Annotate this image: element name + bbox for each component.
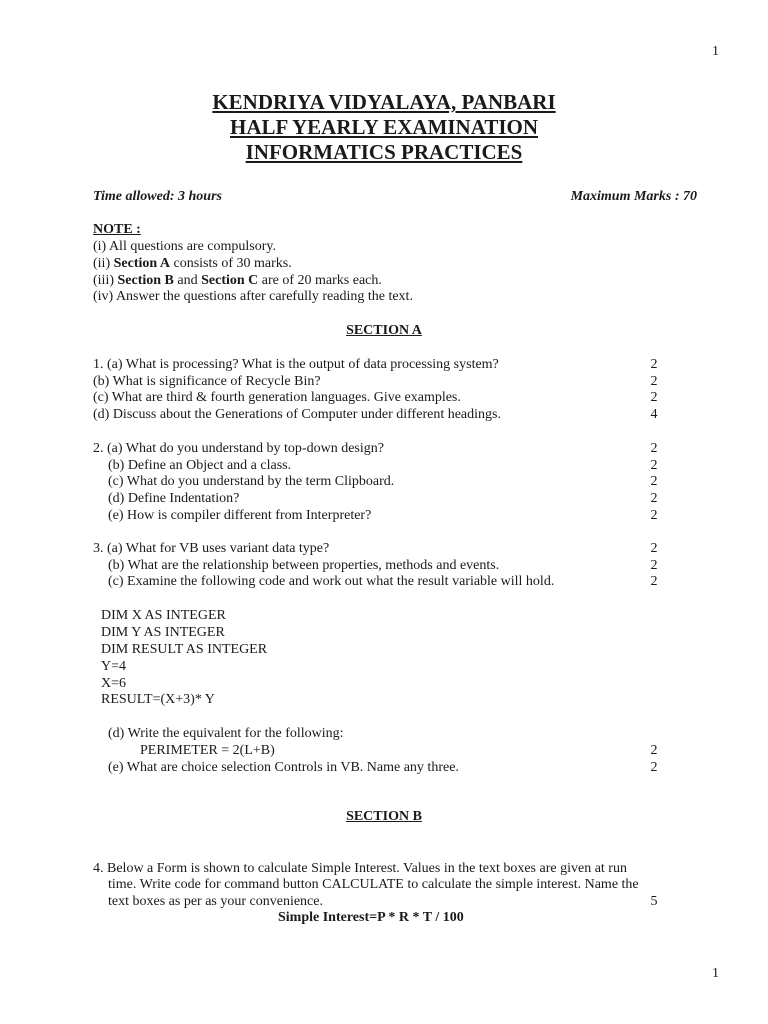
subject-name: INFORMATICS PRACTICES [245,140,523,164]
q2e: (e) How is compiler different from Interpreter? [108,508,372,523]
q1d: (d) Discuss about the Generations of Computer under different headings. [93,407,501,422]
section-a-heading: SECTION A [346,323,422,338]
code-line: DIM X AS INTEGER [101,608,226,623]
q3c: (c) Examine the following code and work out what the result variable will hold. [108,574,555,589]
q4-line-1: 4. Below a Form is shown to calculate Simple Interest. Values in the text boxes are given at run [93,861,627,876]
school-name: KENDRIYA VIDYALAYA, PANBARI [212,90,556,114]
q1b: (b) What is significance of Recycle Bin? [93,374,321,389]
code-line: Y=4 [101,659,127,674]
q3d: (d) Write the equivalent for the following: [108,726,344,741]
q1a-marks: 2 [650,357,658,372]
note-heading: NOTE : [93,222,141,237]
q3a-marks: 2 [650,541,658,556]
q3c-marks: 2 [650,574,658,589]
page-number-top: 1 [712,44,719,59]
section-b-heading: SECTION B [346,809,422,824]
page-number-bottom: 1 [712,966,719,981]
note-item-1: (i) All questions are compulsory. [93,239,277,254]
q2a: 2. (a) What do you understand by top-down design? [93,441,384,456]
q1c: (c) What are third & fourth generation languages. Give examples. [93,390,461,405]
q3d-expression: PERIMETER = 2(L+B) [140,743,275,758]
q1a: 1. (a) What is processing? What is the output of data processing system? [93,357,499,372]
q3b-marks: 2 [650,558,658,573]
q4-marks: 5 [650,894,658,909]
q1d-marks: 4 [650,407,658,422]
code-line: DIM Y AS INTEGER [101,625,225,640]
time-allowed: Time allowed: 3 hours [93,189,222,204]
exam-name: HALF YEARLY EXAMINATION [229,115,539,139]
code-line: RESULT=(X+3)* Y [101,692,215,707]
note-item-2: (ii) Section A consists of 30 marks. [93,256,292,271]
q1b-marks: 2 [650,374,658,389]
q2c-marks: 2 [650,474,658,489]
q3b: (b) What are the relationship between properties, methods and events. [108,558,500,573]
note-item-4: (iv) Answer the questions after carefully reading the text. [93,289,413,304]
q4-line-2: time. Write code for command button CALCULATE to calculate the simple interest. Name the [108,877,639,892]
q2b-marks: 2 [650,458,658,473]
q2e-marks: 2 [650,508,658,523]
maximum-marks: Maximum Marks : 70 [570,189,697,204]
q3e-marks: 2 [650,760,658,775]
q3d-marks: 2 [650,743,658,758]
q2c: (c) What do you understand by the term Clipboard. [108,474,395,489]
code-line: DIM RESULT AS INTEGER [101,642,268,657]
q2d-marks: 2 [650,491,658,506]
q1c-marks: 2 [650,390,658,405]
code-line: X=6 [101,676,127,691]
q2b: (b) Define an Object and a class. [108,458,292,473]
note-item-3: (iii) Section B and Section C are of 20 marks each. [93,273,382,288]
q4-line-3: text boxes as per as your convenience. [108,894,323,909]
q2a-marks: 2 [650,441,658,456]
q2d: (d) Define Indentation? [108,491,240,506]
q3a: 3. (a) What for VB uses variant data type? [93,541,330,556]
simple-interest-formula: Simple Interest=P * R * T / 100 [278,910,464,925]
q3e: (e) What are choice selection Controls in VB. Name any three. [108,760,459,775]
